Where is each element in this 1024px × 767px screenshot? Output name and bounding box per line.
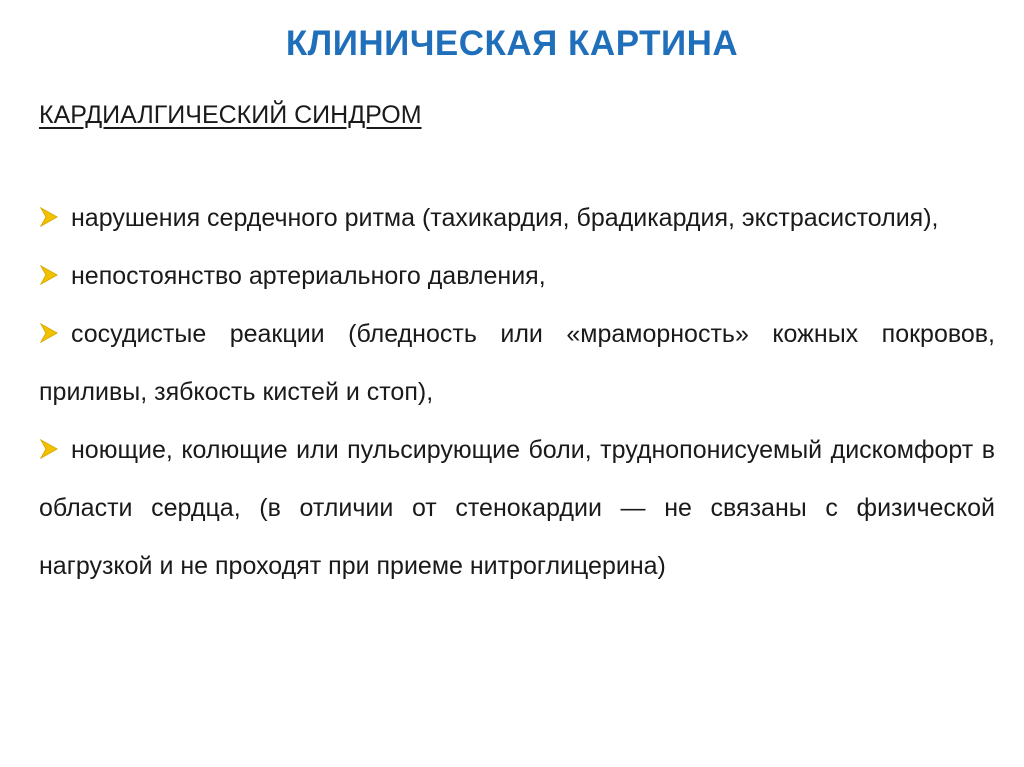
list-item-text: непостоянство артериального давления, [71, 262, 546, 290]
arrowhead-bullet-icon [39, 421, 71, 479]
list-item-text: сосудистые реакции (бледность или «мраморность» кожных покровов, приливы, зябкость кистей и стоп), [39, 320, 995, 406]
arrowhead-bullet-icon [39, 189, 71, 247]
list-item [39, 305, 995, 421]
slide-title: КЛИНИЧЕСКАЯ КАРТИНА [285, 24, 739, 63]
list-item [39, 247, 995, 305]
symptom-list [39, 189, 995, 595]
list-item [39, 189, 995, 247]
list-item [39, 421, 995, 595]
slide-subtitle: КАРДИАЛГИЧЕСКИЙ СИНДРОМ [39, 101, 422, 129]
arrowhead-bullet-icon [39, 247, 71, 305]
list-item-text: нарушения сердечного ритма (тахикардия, брадикардия, экстрасистолия), [71, 204, 939, 232]
list-item-text: ноющие, колющие или пульсирующие боли, труднопонисуемый дискомфорт в области сердца, (в отличии от стенокардии — не связаны с физической нагрузкой и не проходят при приеме нитроглицерина) [39, 436, 995, 580]
arrowhead-bullet-icon [39, 305, 71, 363]
